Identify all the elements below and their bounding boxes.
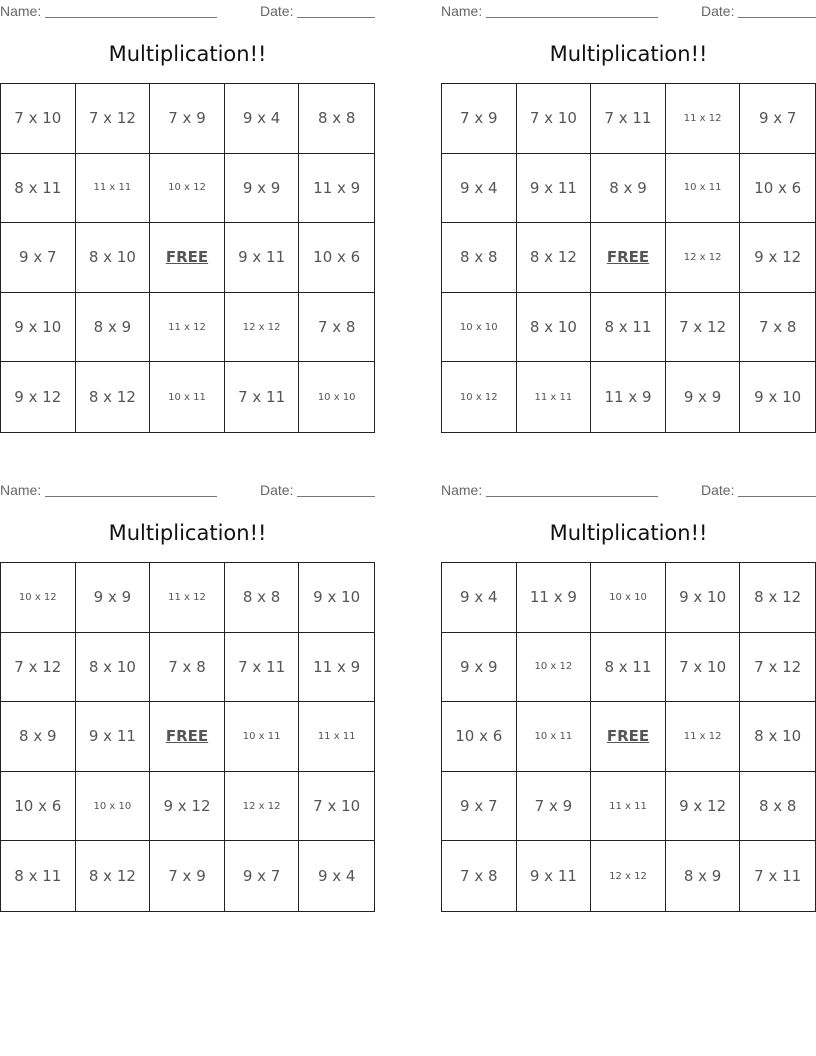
bingo-cell: 8 x 12 — [76, 841, 151, 911]
bingo-cell: 7 x 8 — [150, 633, 225, 703]
bingo-cell: 11 x 12 — [150, 563, 225, 633]
bingo-cell: 9 x 7 — [740, 84, 815, 154]
bingo-card-2 — [441, 0, 816, 431]
bingo-cell: 12 x 12 — [225, 293, 300, 363]
name-date-row — [0, 482, 375, 498]
name-date-row — [0, 3, 375, 19]
bingo-cell: 7 x 11 — [225, 362, 300, 432]
bingo-cell: 7 x 10 — [517, 84, 592, 154]
bingo-cell: 9 x 12 — [666, 772, 741, 842]
name-label: Name: — [0, 482, 42, 498]
name-label: Name: — [441, 3, 483, 19]
bingo-grid — [0, 83, 375, 433]
bingo-cell: 8 x 12 — [76, 362, 151, 432]
bingo-cell: 9 x 4 — [442, 154, 517, 224]
bingo-card-1 — [0, 0, 375, 431]
bingo-grid — [441, 83, 816, 433]
name-label: Name: — [441, 482, 483, 498]
bingo-cell: 9 x 7 — [442, 772, 517, 842]
bingo-cell: 8 x 9 — [666, 841, 741, 911]
bingo-card-4 — [441, 479, 816, 910]
name-field[interactable] — [45, 482, 217, 497]
bingo-cell: 9 x 10 — [754, 388, 802, 407]
name-date-row — [441, 3, 816, 19]
bingo-cell: 7 x 9 — [517, 772, 592, 842]
bingo-cell: 12 x 12 — [666, 223, 741, 293]
bingo-cell: 11 x 9 — [591, 362, 666, 432]
bingo-cell: 7 x 8 — [299, 293, 374, 363]
bingo-cell: 10 x 12 — [1, 563, 76, 633]
date-field[interactable] — [738, 482, 816, 497]
bingo-cell: 7 x 11 — [225, 633, 300, 703]
bingo-cell: 11 x 11 — [591, 772, 666, 842]
date-label: Date: — [260, 482, 294, 498]
bingo-cell: FREE — [591, 702, 666, 772]
card-title: Multiplication!! — [108, 521, 267, 545]
bingo-cell: 11 x 12 — [666, 84, 741, 154]
bingo-cell: 10 x 12 — [442, 362, 517, 432]
bingo-cell: 9 x 10 — [299, 563, 374, 633]
bingo-grid — [441, 562, 816, 912]
bingo-cell: 10 x 6 — [740, 154, 815, 224]
bingo-cell: 10 x 10 — [76, 772, 151, 842]
name-field[interactable] — [45, 3, 217, 18]
bingo-cell: 11 x 11 — [76, 154, 151, 224]
bingo-cell: 9 x 4 — [442, 563, 517, 633]
bingo-cell: 11 x 11 — [299, 702, 374, 772]
bingo-cell: FREE — [150, 702, 225, 772]
bingo-cell: 8 x 10 — [517, 293, 592, 363]
bingo-cell: 9 x 12 — [1, 362, 76, 432]
bingo-cell: 8 x 11 — [1, 154, 76, 224]
bingo-cell: 10 x 10 — [591, 563, 666, 633]
bingo-cell: 8 x 9 — [1, 702, 76, 772]
bingo-cell: 11 x 9 — [299, 154, 374, 224]
bingo-cell: 10 x 10 — [442, 293, 517, 363]
bingo-cell: 9 x 4 — [317, 867, 356, 886]
bingo-cell: 7 x 9 — [442, 84, 517, 154]
bingo-cell: FREE — [150, 223, 225, 293]
bingo-cell: 7 x 12 — [666, 293, 741, 363]
bingo-cell: 10 x 12 — [150, 154, 225, 224]
bingo-cell: 9 x 11 — [225, 223, 300, 293]
bingo-cell: 11 x 9 — [299, 633, 374, 703]
date-label: Date: — [701, 482, 735, 498]
bingo-cell: 8 x 8 — [740, 772, 815, 842]
bingo-cell: 10 x 11 — [666, 154, 741, 224]
bingo-cell: 8 x 10 — [76, 223, 151, 293]
bingo-cell: 10 x 10 — [317, 391, 356, 403]
bingo-cell: 8 x 9 — [76, 293, 151, 363]
bingo-cell: 7 x 9 — [150, 84, 225, 154]
card-title: Multiplication!! — [108, 42, 267, 66]
bingo-cell: 11 x 11 — [517, 362, 592, 432]
bingo-cell: 9 x 7 — [1, 223, 76, 293]
bingo-cell: 8 x 8 — [299, 84, 374, 154]
bingo-cell: 9 x 11 — [517, 154, 592, 224]
bingo-cell: 7 x 8 — [442, 841, 517, 911]
bingo-cell: 7 x 11 — [754, 867, 802, 886]
bingo-cell: 12 x 12 — [225, 772, 300, 842]
bingo-cell: 9 x 11 — [76, 702, 151, 772]
bingo-cell: 10 x 6 — [1, 772, 76, 842]
bingo-cell: 9 x 7 — [225, 841, 300, 911]
bingo-cell: 7 x 10 — [1, 84, 76, 154]
bingo-cell: 7 x 9 — [150, 841, 225, 911]
name-field[interactable] — [486, 482, 658, 497]
bingo-cell: 9 x 9 — [666, 362, 741, 432]
bingo-cell: 9 x 9 — [225, 154, 300, 224]
bingo-cell: 9 x 10 — [666, 563, 741, 633]
bingo-cell: 7 x 8 — [740, 293, 815, 363]
bingo-cell: 10 x 11 — [225, 702, 300, 772]
bingo-grid — [0, 562, 375, 912]
bingo-cell: 9 x 4 — [225, 84, 300, 154]
bingo-cell: 8 x 11 — [1, 841, 76, 911]
bingo-cell: 9 x 10 — [1, 293, 76, 363]
date-label: Date: — [701, 3, 735, 19]
bingo-cell: 7 x 11 — [591, 84, 666, 154]
bingo-cell: 8 x 9 — [591, 154, 666, 224]
bingo-cell: 10 x 6 — [442, 702, 517, 772]
bingo-cell: 7 x 12 — [740, 633, 815, 703]
bingo-cell: 10 x 12 — [517, 633, 592, 703]
bingo-cell: 10 x 6 — [299, 223, 374, 293]
bingo-cell: 7 x 10 — [299, 772, 374, 842]
date-label: Date: — [260, 3, 294, 19]
bingo-cell: 8 x 11 — [591, 293, 666, 363]
bingo-cell: 8 x 11 — [591, 633, 666, 703]
bingo-cell: 7 x 12 — [1, 633, 76, 703]
bingo-cell: 11 x 9 — [517, 563, 592, 633]
bingo-cell: 8 x 8 — [442, 223, 517, 293]
bingo-cell: 9 x 12 — [150, 772, 225, 842]
bingo-cell: 9 x 9 — [76, 563, 151, 633]
bingo-cell: 11 x 12 — [150, 293, 225, 363]
name-field[interactable] — [486, 3, 658, 18]
bingo-card-3 — [0, 479, 375, 910]
bingo-cell: 8 x 10 — [740, 702, 815, 772]
date-field[interactable] — [297, 482, 375, 497]
name-date-row — [441, 482, 816, 498]
bingo-cell: 10 x 11 — [150, 362, 225, 432]
date-field[interactable] — [738, 3, 816, 18]
bingo-cell: 7 x 12 — [76, 84, 151, 154]
name-label: Name: — [0, 3, 42, 19]
bingo-cell: 8 x 10 — [76, 633, 151, 703]
bingo-cell: 8 x 12 — [740, 563, 815, 633]
bingo-cell: 8 x 8 — [225, 563, 300, 633]
bingo-cell: 8 x 12 — [517, 223, 592, 293]
bingo-cell: 10 x 11 — [517, 702, 592, 772]
card-title: Multiplication!! — [549, 42, 708, 66]
bingo-cell: 11 x 12 — [666, 702, 741, 772]
bingo-cell: 9 x 9 — [442, 633, 517, 703]
bingo-cell: 7 x 10 — [666, 633, 741, 703]
date-field[interactable] — [297, 3, 375, 18]
bingo-cell: 9 x 11 — [517, 841, 592, 911]
bingo-cell: 12 x 12 — [591, 841, 666, 911]
bingo-cell: 9 x 12 — [740, 223, 815, 293]
bingo-cell: FREE — [591, 223, 666, 293]
card-title: Multiplication!! — [549, 521, 708, 545]
